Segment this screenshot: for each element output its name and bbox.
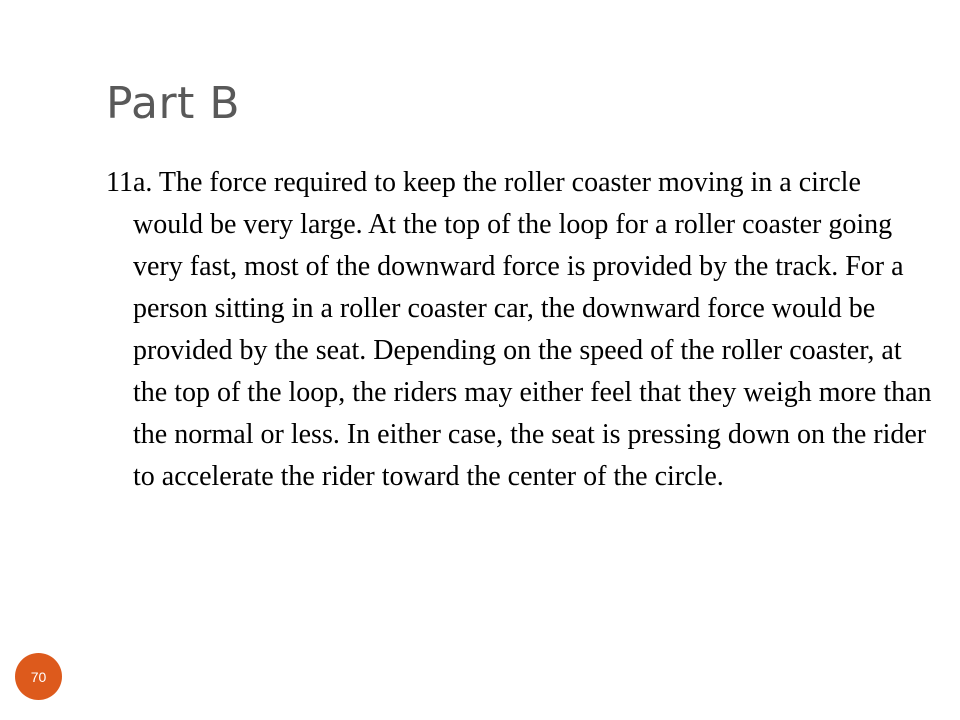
slide-body-text: 11a. The force required to keep the roller coaster moving in a circle would be very large. At the top of the loop for a roller coaster going very fast, most of the downward force is provided by the track. For a person sitting in a roller coaster car, the downward force would be provided by the seat. Depending on the speed of the roller coaster, at the top of the loop, the riders may either feel that they weigh more than the normal or less. In either case, the seat is pressing down on the rider to accelerate the rider toward the center of the circle.	[106, 167, 932, 492]
page-number: 70	[30, 668, 47, 685]
page-number-badge	[15, 653, 62, 700]
slide-title: Part B	[106, 78, 241, 129]
